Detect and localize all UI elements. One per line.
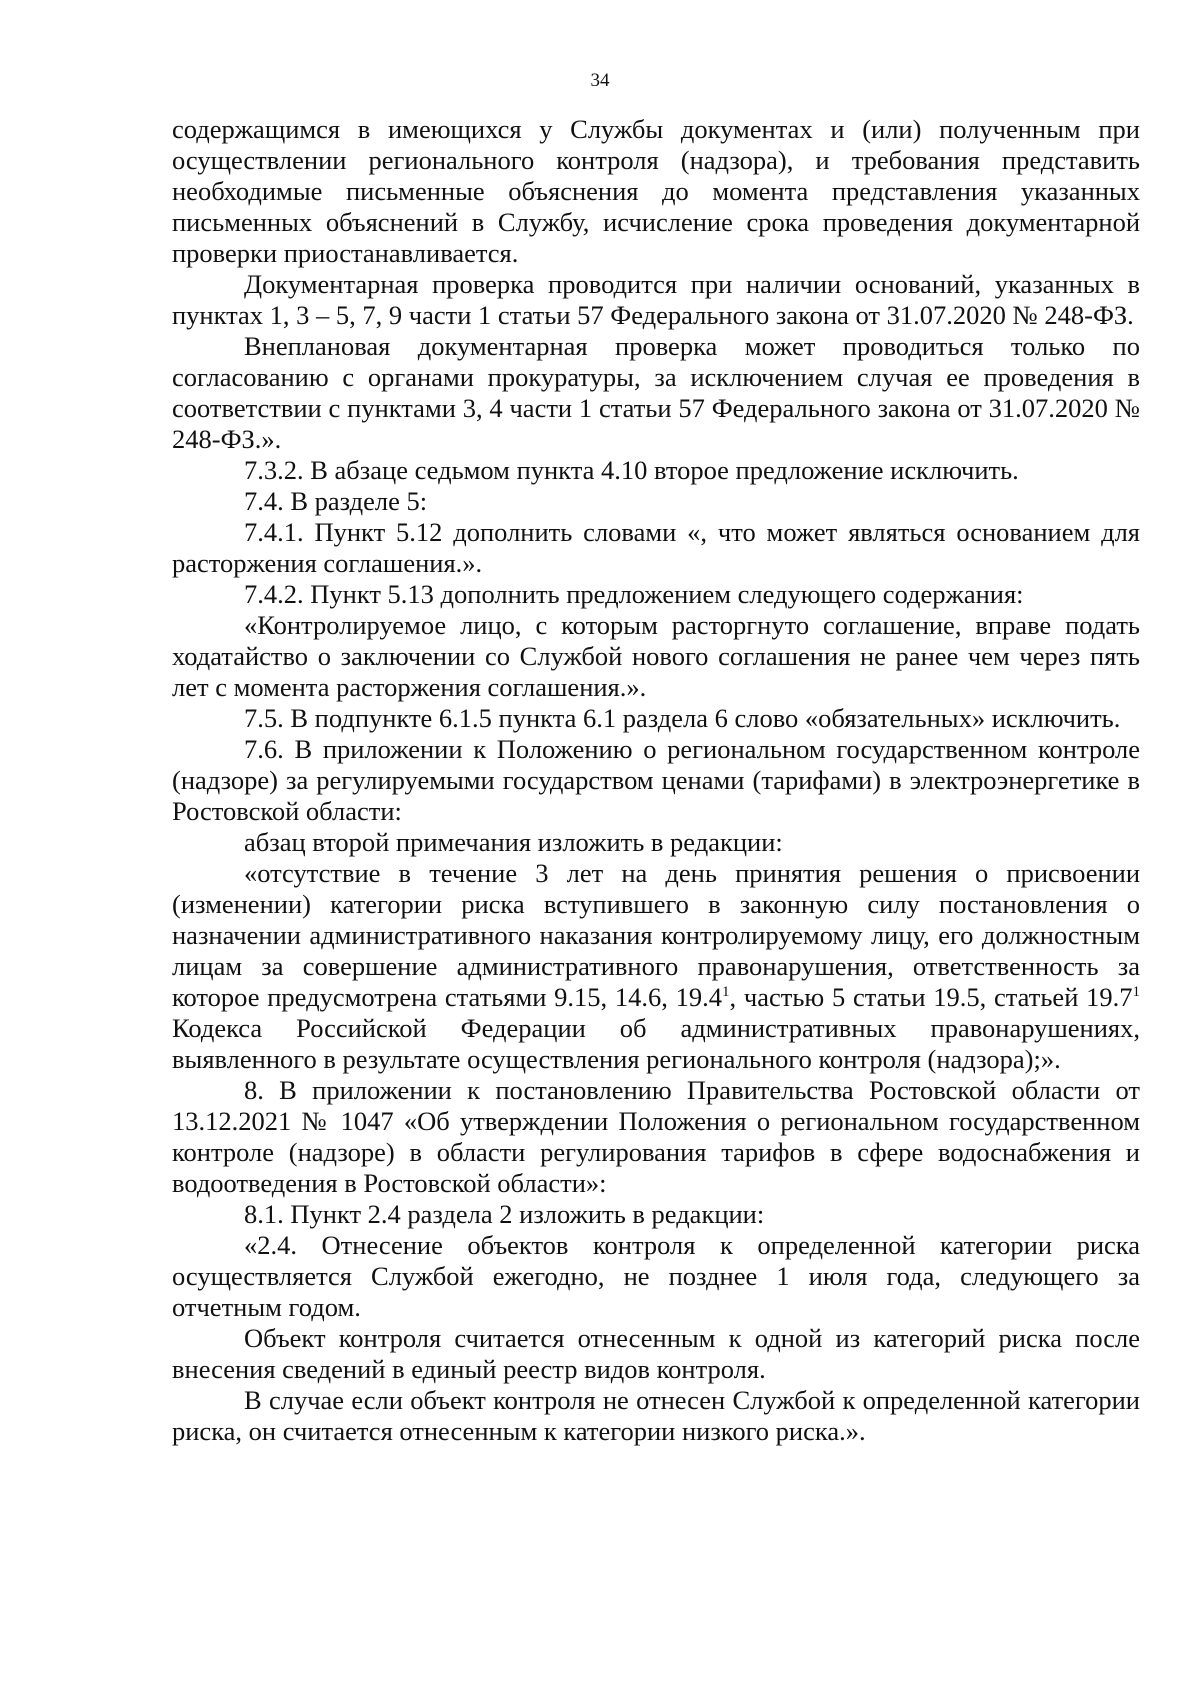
paragraph-7-4: 7.4. В разделе 5: (244, 486, 428, 516)
paragraph-unscheduled-check: Внеплановая документарная проверка может проводиться только по согласованию с органами прокуратуры, за исключением случая ее проведения в соответствии с пунктами 3, 4 части 1 статьи 57 Федерального закона от 31.07.2020 № 248-ФЗ.». (172, 331, 1140, 454)
paragraph-8-1: 8.1. Пункт 2.4 раздела 2 изложить в редакции: (244, 1199, 765, 1229)
paragraph-risk-category: Объект контроля считается отнесенным к одной из категорий риска после внесения сведений в единый реестр видов контроля. (172, 1323, 1140, 1384)
paragraph-7-6: 7.6. В приложении к Положению о региональном государственном контроле (надзоре) за регулируемыми государством ценами (тарифами) в электроэнергетике в Ростовской области: (172, 734, 1140, 826)
paragraph-7-5: 7.5. В подпункте 6.1.5 пункта 6.1 раздела 6 слово «обязательных» исключить. (244, 703, 1121, 733)
page-number: 34 (590, 70, 610, 91)
paragraph-continuation: содержащимся в имеющихся у Службы документах и (или) полученным при осуществлении регионального контроля (надзора), и требования представить необходимые письменные объяснения до момента представления указанных письменных объяснений в Службу, исчисление срока проведения документарной проверки приостанавливается. (172, 114, 1140, 268)
text-fragment: «отсутствие в течение 3 лет на день принятия решения о присвоении (изменении) категории риска вступившего в законную силу постановления о назначении административного наказания контролируемому лицу, его должностным лицам за совершение административного правонарушения, ответственность за которое предусмотрена статьями 9.15, 14.6, 19.4 (172, 858, 1140, 1012)
paragraph-controlled-person: «Контролируемое лицо, с которым расторгнуто соглашение, вправе подать ходатайство о заключении со Службой нового соглашения не ранее чем через пять лет с момента расторжения соглашения.». (172, 610, 1140, 702)
superscript: 1 (722, 984, 730, 1001)
paragraph-8: 8. В приложении к постановлению Правительства Ростовской области от 13.12.2021 № 1047 «Об утверждении Положения о региональном государственном контроле (надзоре) в области регулирования тарифов в сфере водоснабжения и водоотведения в Ростовской области»: (172, 1075, 1140, 1198)
paragraph-grounds: Документарная проверка проводится при наличии оснований, указанных в пунктах 1, 3 – 5, 7, 9 части 1 статьи 57 Федерального закона от 31.07.2020 № 248-ФЗ. (172, 269, 1140, 330)
paragraph-7-4-1: 7.4.1. Пункт 5.12 дополнить словами «, что может являться основанием для расторжения соглашения.». (172, 517, 1140, 578)
paragraph-note-second: абзац второй примечания изложить в редакции: (244, 827, 783, 857)
text-fragment: Кодекса Российской Федерации об административных правонарушениях, выявленного в результате осуществления регионального контроля (надзора);». (172, 1013, 1140, 1074)
document-body (172, 114, 1140, 1447)
paragraph-absence-of-penalty (172, 858, 1140, 1075)
paragraph-7-4-2: 7.4.2. Пункт 5.13 дополнить предложением следующего содержания: (244, 579, 1024, 609)
superscript: 1 (1132, 984, 1140, 1001)
paragraph-2-4: «2.4. Отнесение объектов контроля к определенной категории риска осуществляется Службой ежегодно, не позднее 1 июля года, следующего за отчетным годом. (172, 1230, 1140, 1322)
text-fragment: , частью 5 статьи 19.5, статьей 19.7 (729, 982, 1133, 1012)
paragraph-7-3-2: 7.3.2. В абзаце седьмом пункта 4.10 второе предложение исключить. (244, 455, 1019, 485)
paragraph-low-risk: В случае если объект контроля не отнесен Службой к определенной категории риска, он считается отнесенным к категории низкого риска.». (172, 1385, 1140, 1446)
